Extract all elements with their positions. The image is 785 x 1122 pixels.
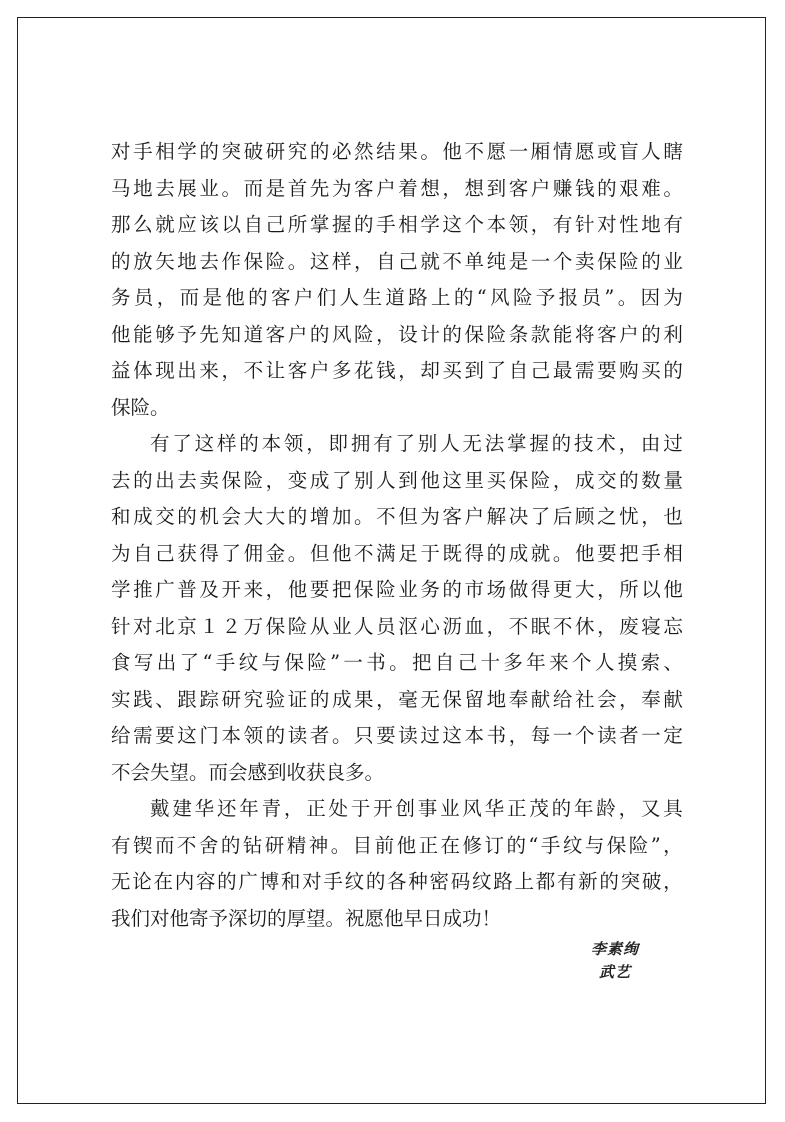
text-line: 实 践 、 跟 踪 研 究 验 证 的 成 果 ， 毫 无 保 留 地 奉 献 给 社 会 ， 奉 献 xyxy=(111,687,683,711)
text-line: 有 锲 而 不 舍 的 钻 研 精 神 。 目 前 他 正 在 修 订 的 “ 手 纹 与 保 险 ” ， xyxy=(111,833,683,857)
text-line: 保险。 xyxy=(111,395,170,419)
signature-name-1: 李素绚 xyxy=(590,940,639,958)
text-line: 他 能 够 予 先 知 道 客 户 的 风 险 ， 设 计 的 保 险 条 款 能 将 客 户 的 利 xyxy=(111,322,683,346)
text-line: 食 写 出 了 “ 手 纹 与 保 险 ” 一 书 。 把 自 己 十 多 年 来 个 人 摸 索 、 xyxy=(111,651,683,674)
text-line: 务 员 ， 而 是 他 的 客 户 们 人 生 道 路 上 的 “ 风 险 予 报 员 ” 。 因 为 xyxy=(111,286,683,309)
text-line: 无 论 在 内 容 的 广 博 和 对 手 纹 的 各 种 密 码 纹 路 上 都 有 新 的 突 破 ， xyxy=(111,870,683,893)
text-line: 有 了 这 样 的 本 领 ， 即 拥 有 了 别 人 无 法 掌 握 的 技 术 ， 由 过 xyxy=(150,432,683,455)
text-line: 的 放 矢 地 去 作 保 险 。 这 样 ， 自 己 就 不 单 纯 是 一 个 卖 保 险 的 业 xyxy=(111,249,683,273)
text-line: 针 对 北 京 １ ２ 万 保 险 从 业 人 员 沤 心 沥 血 ， 不 眠 不 休 ， 废 寝 忘 xyxy=(111,614,683,638)
text-line: 那 么 就 应 该 以 自 己 所 掌 握 的 手 相 学 这 个 本 领 ， 有 针 对 性 地 有 xyxy=(111,213,683,236)
text-line: 对 手 相 学 的 突 破 研 究 的 必 然 结 果 。 他 不 愿 一 厢 情 愿 或 盲 人 瞎 xyxy=(111,140,683,163)
signature-name-2: 武艺 xyxy=(598,963,631,981)
text-line: 戴 建 华 还 年 青 ， 正 处 于 开 创 事 业 风 华 正 茂 的 年 龄 ， 又 具 xyxy=(150,797,683,820)
text-line: 我们对他寄予深切的厚望。祝愿他早日成功！ xyxy=(111,906,502,930)
text-line: 给 需 要 这 门 本 领 的 读 者 。 只 要 读 过 这 本 书 ， 每 一 个 读 者 一 定 xyxy=(111,724,683,747)
text-line: 马 地 去 展 业 。 而 是 首 先 为 客 户 着 想 ， 想 到 客 户 赚 钱 的 艰 难 。 xyxy=(111,176,683,200)
text-line: 学 推 广 普 及 开 来 ， 他 要 把 保 险 业 务 的 市 场 做 得 更 大 ， 所 以 他 xyxy=(111,578,683,601)
signature xyxy=(580,938,650,984)
body-text xyxy=(111,134,683,937)
text-line: 为 自 己 获 得 了 佣 金 。 但 他 不 满 足 于 既 得 的 成 就 。 他 要 把 手 相 xyxy=(111,541,683,565)
text-line: 益 体 现 出 来 ， 不 让 客 户 多 花 钱 ， 却 买 到 了 自 己 最 需 要 购 买 的 xyxy=(111,359,683,382)
text-line: 去 的 出 去 卖 保 险 ， 变 成 了 别 人 到 他 这 里 买 保 险 ， 成 交 的 数 量 xyxy=(111,468,683,492)
text-line: 和 成 交 的 机 会 大 大 的 增 加 。 不 但 为 客 户 解 决 了 后 顾 之 忧 ， 也 xyxy=(111,505,683,528)
text-line: 不会失望。而会感到收获良多。 xyxy=(111,760,385,784)
